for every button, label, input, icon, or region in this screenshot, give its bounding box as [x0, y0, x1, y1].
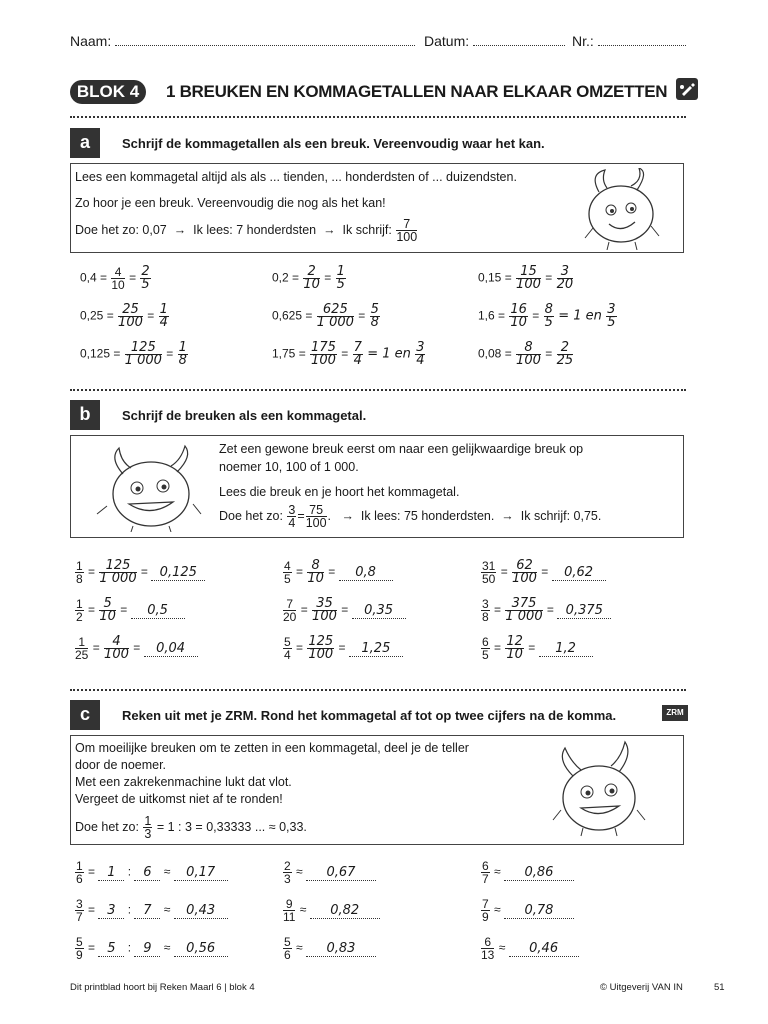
fraction-numerator: 4: [104, 636, 129, 649]
fraction-denominator: 4: [288, 516, 296, 530]
answer-field[interactable]: 1,25: [349, 642, 403, 657]
fraction: [512, 560, 537, 585]
divider: [70, 689, 686, 691]
section-c-exercises: [74, 860, 694, 970]
fraction-denominator: 100: [396, 230, 418, 244]
fraction-numerator: 375: [505, 598, 542, 611]
fraction-numerator: 1: [75, 636, 88, 649]
fraction-denominator: 4: [159, 315, 168, 330]
fraction-numerator: 31: [482, 559, 496, 573]
exercise-item[interactable]: $\frac{5}{6}$ ≈ 0,83: [282, 936, 376, 961]
fraction-numerator: 8: [516, 342, 541, 355]
decimal-value: 1,6: [478, 308, 495, 323]
fraction: [75, 898, 84, 923]
fraction-denominator: 10: [506, 647, 523, 662]
fraction-numerator: 2: [141, 264, 150, 279]
fraction-numerator: 5: [284, 935, 291, 949]
decimal-value: 0,2: [272, 270, 289, 285]
name-label: Naam:: [70, 33, 112, 49]
arrow-icon: →: [341, 508, 354, 523]
arrow-icon: →: [173, 222, 187, 237]
fraction-denominator: 100: [308, 647, 334, 662]
fraction-numerator: 5: [370, 302, 379, 317]
exercise-item[interactable]: 0,15 = $\frac{15}{100}$ = $\frac{3}{20}$: [478, 264, 574, 292]
answer-field[interactable]: 0,43: [174, 904, 228, 919]
fraction-numerator: 4: [111, 266, 124, 279]
fraction-denominator: 50: [482, 572, 496, 586]
exercise-item[interactable]: $\frac{6}{5}$ = $\frac{12}{10}$ = 1,2: [480, 636, 593, 661]
date-line: [473, 34, 565, 46]
fraction-numerator: 25: [118, 304, 143, 317]
section-a-instruction: Schrijf de kommagetallen als een breuk. Vereenvoudig waar het kan.: [122, 136, 545, 151]
fraction: [283, 936, 292, 961]
answer-field[interactable]: 0,375: [557, 604, 611, 619]
fraction-denominator: 100: [512, 571, 537, 586]
fraction-denominator: 4: [284, 648, 291, 662]
fraction-denominator: 10: [303, 277, 320, 292]
fraction-denominator: 4: [353, 353, 362, 368]
exercise-item[interactable]: $\frac{3}{7}$ = 3 : 7 ≈ 0,43: [74, 898, 228, 923]
fraction: [159, 304, 169, 329]
block-badge: BLOK 4: [70, 80, 146, 104]
fraction: [140, 266, 150, 291]
section-a-info-box: [70, 163, 684, 253]
answer-field[interactable]: 0,17: [174, 866, 228, 881]
fraction-denominator: 25: [75, 648, 89, 662]
fraction-denominator: 8: [178, 353, 187, 368]
fraction-denominator: 1 000: [505, 609, 543, 624]
section-c-info-box: [70, 735, 684, 845]
fraction: [481, 860, 490, 885]
date-field[interactable]: [424, 33, 565, 49]
pencil-icon: [676, 78, 698, 100]
exercise-item[interactable]: 0,2 = $\frac{2}{10}$ = $\frac{1}{5}$: [272, 264, 345, 292]
exercise-item[interactable]: $\frac{31}{50}$ = $\frac{62}{100}$ = 0,62: [480, 560, 606, 585]
fraction-denominator: 5: [607, 315, 616, 330]
fraction: [283, 860, 292, 885]
arrow-icon: →: [323, 222, 336, 237]
fraction-numerator: 6: [481, 936, 494, 949]
fraction-numerator: 12: [506, 634, 523, 649]
fraction-denominator: 10: [307, 571, 324, 586]
example-end: Ik schrijf: 0,75.: [520, 508, 602, 523]
fraction: [75, 936, 84, 961]
fraction: [283, 898, 295, 923]
fraction-denominator: 5: [544, 315, 553, 330]
fraction: [283, 598, 296, 623]
fraction-denominator: 9: [482, 910, 489, 924]
monster-illustration: [579, 168, 665, 250]
fraction: [307, 636, 334, 661]
fraction-numerator: 3: [416, 340, 425, 355]
fraction-denominator: 1 000: [316, 315, 354, 330]
exercise-item[interactable]: $\frac{6}{13}$ ≈ 0,46: [480, 936, 579, 961]
fraction-denominator: 11: [283, 910, 296, 924]
answer-field[interactable]: 0,86: [504, 866, 574, 881]
info-line: Met een zakrekenmachine lukt dat vlot.: [75, 775, 292, 789]
fraction: [557, 342, 574, 367]
info-line: Vergeet de uitkomst niet af te ronden!: [75, 792, 283, 806]
fraction: [606, 304, 616, 329]
fraction: [336, 266, 346, 291]
exercise-item[interactable]: $\frac{2}{3}$ ≈ 0,67: [282, 860, 376, 885]
fraction-denominator: 100: [104, 647, 129, 662]
fraction-denominator: 100: [118, 315, 143, 330]
example-mid: Ik lees: 7 honderdsten: [193, 222, 317, 237]
fraction: [178, 342, 188, 367]
monster-illustration: [549, 740, 649, 840]
fraction-numerator: 7: [283, 598, 296, 611]
section-b-instruction: Schrijf de breuken als een kommagetal.: [122, 408, 367, 423]
page-number: 51: [714, 982, 725, 993]
exercise-item[interactable]: $\frac{6}{7}$ ≈ 0,86: [480, 860, 574, 885]
fraction-denominator: 6: [284, 948, 291, 962]
fraction: [283, 636, 292, 661]
copyright: © Uitgeverij VAN IN: [600, 982, 683, 993]
example-prefix: Doe het zo: 0,07: [75, 222, 167, 237]
answer-field[interactable]: 0,82: [310, 904, 380, 919]
fraction-numerator: 5: [99, 598, 116, 611]
mixed-number: = 1 en: [367, 346, 411, 362]
info-line: door de noemer.: [75, 758, 167, 772]
fraction-denominator: 6: [76, 872, 83, 886]
section-c-letter: c: [70, 700, 100, 730]
fraction: [509, 304, 528, 329]
fraction-denominator: 5: [482, 648, 489, 662]
fraction-numerator: 125: [99, 560, 136, 573]
fraction-denominator: 100: [311, 353, 336, 368]
decimal-value: 0,25: [80, 308, 104, 323]
fraction-numerator: 35: [312, 598, 337, 611]
fraction-numerator: 3: [76, 897, 83, 911]
fraction: [557, 266, 574, 291]
fraction-numerator: 2: [557, 342, 574, 355]
example-mid: Ik lees: 75 honderdsten.: [360, 508, 495, 523]
fraction-numerator: 125: [308, 634, 334, 649]
fraction-denominator: 25: [556, 353, 574, 368]
fraction: [104, 636, 129, 661]
fraction-numerator: 4: [284, 559, 291, 573]
date-label: Datum:: [424, 33, 470, 49]
arrow-icon: →: [501, 508, 514, 523]
fraction-denominator: 5: [141, 277, 150, 292]
answer-field[interactable]: 0,35: [352, 604, 406, 619]
answer-field[interactable]: 9: [134, 942, 160, 957]
info-line: Zet een gewone breuk eerst om naar een gelijkwaardige breuk op: [219, 442, 584, 456]
fraction-denominator: 100: [516, 277, 541, 292]
exercise-item[interactable]: $\frac{1}{8}$ = $\frac{125}{1 000}$ = 0,125: [74, 560, 205, 585]
example-prefix: Doe het zo:: [219, 508, 283, 523]
exercise-item[interactable]: $\frac{5}{4}$ = $\frac{125}{100}$ = 1,25: [282, 636, 403, 661]
fraction: [353, 342, 363, 367]
fraction: [312, 598, 337, 623]
fraction-numerator: 7: [482, 897, 489, 911]
decimal-value: 0,125: [80, 346, 111, 361]
info-line: Zo hoor je een breuk. Vereenvoudig die nog als het kan!: [75, 196, 386, 210]
fraction: [544, 304, 554, 329]
fraction-numerator: 3: [607, 302, 616, 317]
fraction: [415, 342, 425, 367]
fraction-numerator: 3: [557, 266, 574, 279]
nr-label: Nr.:: [572, 33, 594, 49]
exercise-item[interactable]: $\frac{1}{6}$ = 1 : 6 ≈ 0,17: [74, 860, 228, 885]
fraction-numerator: 5: [76, 935, 83, 949]
exercise-item[interactable]: $\frac{3}{8}$ = $\frac{375}{1 000}$ = 0,375: [480, 598, 611, 623]
fraction-denominator: 5: [336, 277, 345, 292]
answer-field[interactable]: 3: [98, 904, 124, 919]
nr-line: [598, 34, 686, 46]
fraction-denominator: 3: [284, 872, 291, 886]
exercise-item[interactable]: $\frac{7}{9}$ ≈ 0,78: [480, 898, 574, 923]
exercise-item[interactable]: 1,6 = $\frac{16}{10}$ = $\frac{8}{5}$ = 1 en $\frac{3}{5}$: [478, 302, 616, 330]
fraction-numerator: 6: [482, 859, 489, 873]
fraction: [310, 342, 337, 367]
info-line: Lees die breuk en je hoort het kommagetal.: [219, 485, 460, 499]
decimal-value: 0,625: [272, 308, 303, 323]
fraction: [505, 598, 542, 623]
exercise-item[interactable]: 0,625 = $\frac{625}{1 000}$ = $\frac{5}{8}$: [272, 302, 379, 330]
fraction-denominator: 9: [76, 948, 83, 962]
fraction-denominator: 8: [482, 610, 489, 624]
fraction-numerator: 175: [311, 340, 336, 355]
fraction: [99, 598, 116, 623]
fraction-numerator: 1: [336, 264, 345, 279]
fraction-numerator: 125: [125, 342, 162, 355]
fraction: [516, 266, 541, 291]
fraction-numerator: 1: [178, 340, 187, 355]
fraction: [307, 560, 324, 585]
fraction: [75, 636, 88, 661]
fraction-denominator: 4: [416, 353, 425, 368]
fraction-denominator: 100: [305, 516, 327, 530]
exercise-item[interactable]: 0,125 = $\frac{125}{1 000}$ = $\frac{1}{8}$: [80, 340, 187, 368]
section-a-exercises: [80, 266, 700, 366]
name-line: [115, 34, 415, 46]
decimal-value: 0,08: [478, 346, 502, 361]
fraction-denominator: 3: [144, 827, 152, 841]
fraction: [118, 304, 143, 329]
section-a-letter: a: [70, 128, 100, 158]
answer-field[interactable]: 0,125: [151, 566, 205, 581]
fraction-numerator: 3: [482, 597, 489, 611]
fraction-denominator: 13: [481, 948, 495, 962]
fraction-numerator: 1: [76, 559, 83, 573]
fraction: [516, 342, 541, 367]
divider: [70, 389, 686, 391]
fraction: [505, 636, 524, 661]
fraction: [75, 560, 84, 585]
fraction-numerator: 8: [307, 560, 324, 573]
page-title: 1 BREUKEN EN KOMMAGETALLEN NAAR ELKAAR OMZETTEN: [166, 82, 668, 101]
fraction-denominator: 1 000: [124, 353, 162, 368]
fraction-denominator: 5: [284, 572, 291, 586]
decimal-value: 0,15: [478, 270, 502, 285]
exercise-item[interactable]: $\frac{1}{2}$ = $\frac{5}{10}$ = 0,5: [74, 598, 185, 623]
exercise-item[interactable]: $\frac{1}{25}$ = $\frac{4}{100}$ = 0,04: [74, 636, 198, 661]
fraction-numerator: 1: [159, 302, 168, 317]
exercise-item[interactable]: 0,08 = $\frac{8}{100}$ = $\frac{2}{25}$: [478, 340, 574, 368]
nr-field[interactable]: [572, 33, 686, 49]
zrm-icon: ZRM: [662, 705, 688, 721]
name-field[interactable]: [70, 33, 415, 49]
section-b-exercises: [74, 560, 694, 670]
section-b-letter: b: [70, 400, 100, 430]
fraction: [303, 266, 320, 291]
fraction: [75, 860, 84, 885]
fraction-denominator: 7: [482, 872, 489, 886]
fraction-numerator: 1: [76, 597, 83, 611]
section-c-instruction: Reken uit met je ZRM. Rond het kommagetal af tot op twee cijfers na de komma.: [122, 708, 617, 723]
fraction-numerator: 5: [284, 635, 291, 649]
fraction-numerator: 15: [516, 266, 541, 279]
answer-field[interactable]: 1: [98, 866, 124, 881]
footer-note: Dit printblad hoort bij Reken Maarl 6 | blok 4: [70, 982, 255, 993]
fraction-numerator: 1: [76, 859, 83, 873]
mixed-number: = 1 en: [558, 308, 602, 324]
fraction-denominator: 8: [370, 315, 379, 330]
answer-field[interactable]: 0,56: [174, 942, 228, 957]
fraction-numerator: 9: [283, 898, 295, 911]
exercise-item[interactable]: $\frac{9}{11}$ ≈ 0,82: [282, 898, 380, 923]
info-example: [75, 218, 418, 243]
answer-field[interactable]: 7: [134, 904, 160, 919]
answer-field[interactable]: 0,83: [306, 942, 376, 957]
exercise-item[interactable]: $\frac{4}{5}$ = $\frac{8}{10}$ = 0,8: [282, 560, 393, 585]
answer-field[interactable]: 5: [98, 942, 124, 957]
answer-field[interactable]: 0,5: [131, 604, 185, 619]
answer-field[interactable]: 0,62: [552, 566, 606, 581]
info-line: Om moeilijke breuken om te zetten in een kommagetal, deel je de teller: [75, 741, 469, 755]
fraction-denominator: 8: [76, 572, 83, 586]
fraction-denominator: 20: [283, 610, 297, 624]
answer-field[interactable]: 0,8: [339, 566, 393, 581]
exercise-item[interactable]: 0,4 = $\frac{4}{10}$ = $\frac{2}{5}$: [80, 264, 150, 292]
fraction-numerator: 7: [396, 218, 417, 231]
monster-illustration: [93, 444, 203, 532]
fraction-numerator: 6: [482, 635, 489, 649]
fraction-numerator: 625: [317, 304, 354, 317]
fraction: [125, 342, 162, 367]
answer-field[interactable]: 0,46: [509, 942, 579, 957]
decimal-value: 0,4: [80, 270, 97, 285]
info-line: Lees een kommagetal altijd als als ... tienden, ... honderdsten of ... duizendsten.: [75, 170, 517, 184]
fraction-denominator: 100: [312, 609, 337, 624]
answer-field[interactable]: 0,04: [144, 642, 198, 657]
info-example: [75, 815, 307, 840]
fraction-denominator: 10: [99, 609, 116, 624]
fraction: [481, 598, 490, 623]
fraction-denominator: 10: [510, 315, 527, 330]
fraction-numerator: 7: [353, 340, 362, 355]
fraction: [370, 304, 380, 329]
fraction: [75, 598, 84, 623]
fraction: [317, 304, 354, 329]
answer-field[interactable]: 0,78: [504, 904, 574, 919]
exercise-item[interactable]: 0,25 = $\frac{25}{100}$ = $\frac{1}{4}$: [80, 302, 168, 330]
exercise-item[interactable]: $\frac{5}{9}$ = 5 : 9 ≈ 0,56: [74, 936, 228, 961]
fraction: [283, 560, 292, 585]
fraction-numerator: 8: [544, 302, 553, 317]
answer-field[interactable]: 1,2: [539, 642, 593, 657]
fraction-denominator: 2: [76, 610, 83, 624]
exercise-item[interactable]: $\frac{7}{20}$ = $\frac{35}{100}$ = 0,35: [282, 598, 406, 623]
info-line: noemer 10, 100 of 1 000.: [219, 460, 359, 474]
fraction-denominator: 20: [556, 277, 574, 292]
fraction-numerator: 2: [303, 266, 320, 279]
fraction-denominator: 7: [76, 910, 83, 924]
fraction: [481, 898, 490, 923]
fraction: [481, 636, 490, 661]
example-prefix: Doe het zo:: [75, 819, 139, 834]
fraction-denominator: 10: [111, 278, 125, 292]
fraction-numerator: 75: [306, 504, 327, 517]
fraction: [99, 560, 136, 585]
fraction-numerator: 1: [144, 814, 152, 828]
answer-field[interactable]: 0,67: [306, 866, 376, 881]
example-end: Ik schrijf:: [342, 222, 392, 237]
divider: [70, 116, 686, 118]
fraction-numerator: 16: [510, 302, 527, 317]
fraction-numerator: 2: [284, 859, 291, 873]
fraction-denominator: 100: [516, 353, 541, 368]
fraction-numerator: 62: [512, 560, 537, 573]
answer-field[interactable]: 6: [134, 866, 160, 881]
fraction-numerator: 3: [288, 503, 296, 517]
fraction: [111, 266, 124, 291]
info-example: Doe het zo: $\frac{3}{4}$ = $\frac{75}{100}$ . → Ik lees: 75 honderdsten. → Ik schrijf: 0,75.: [219, 503, 602, 530]
exercise-item[interactable]: 1,75 = $\frac{175}{100}$ = $\frac{7}{4}$ = 1 en $\frac{3}{4}$: [272, 340, 425, 368]
fraction: [481, 936, 494, 961]
decimal-value: 1,75: [272, 346, 296, 361]
section-b-info-box: [70, 435, 684, 538]
example-rest: = 1 : 3 = 0,33333 ... ≈ 0,33.: [156, 819, 307, 834]
fraction: [481, 560, 496, 585]
fraction-denominator: 1 000: [99, 571, 137, 586]
